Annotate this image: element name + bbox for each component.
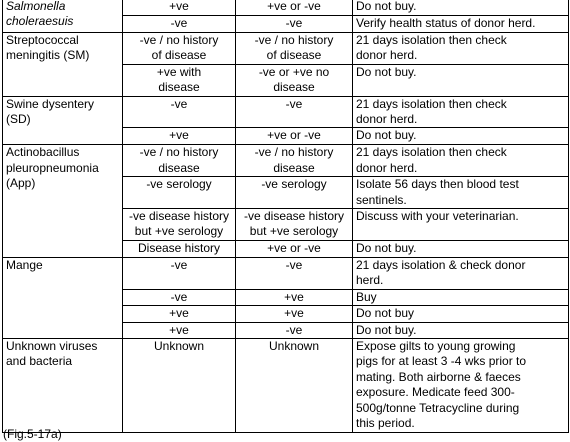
table-cell: +ve or -ve	[236, 240, 353, 257]
action-cell	[353, 257, 569, 289]
cell-line: donor herd.	[356, 112, 418, 127]
cell-line: +ve with	[156, 64, 202, 79]
table-cell: -ve serology	[123, 177, 236, 209]
table-cell: +ve	[236, 289, 353, 305]
cell-line: of disease	[266, 48, 322, 63]
cell-line: herd.	[356, 273, 384, 288]
table-cell: Disease history	[123, 240, 236, 257]
action-cell	[353, 33, 569, 65]
action-cell	[353, 177, 569, 209]
cell-line: Expose gilts to young growing	[356, 338, 516, 353]
cell-line: donor herd.	[356, 48, 418, 63]
table-cell: -ve	[236, 322, 353, 338]
action-cell	[353, 338, 569, 432]
figure-caption: (Fig.5-17a)	[3, 427, 62, 441]
table-cell: -ve	[236, 16, 353, 33]
action-cell: Do not buy.	[353, 322, 569, 338]
table-cell: Unknown	[123, 338, 236, 432]
action-cell	[353, 145, 569, 177]
disease-name-line: Unknown viruses	[6, 338, 98, 353]
disease-cell-salmonella	[3, 0, 123, 33]
cell-line: -ve or +ve no	[258, 64, 330, 79]
cell-line: disease	[158, 80, 200, 95]
table-cell: +ve	[123, 306, 236, 322]
cell-line: but +ve serology	[134, 224, 224, 239]
table-row	[3, 145, 569, 177]
cell-line: mating. Both airborne & faeces	[356, 369, 521, 384]
table-cell	[123, 33, 236, 65]
table-row	[3, 0, 569, 16]
table-cell	[123, 209, 236, 241]
table-cell: +ve	[236, 306, 353, 322]
disease-name-line: choleraesuis	[6, 14, 74, 29]
table-cell	[236, 33, 353, 65]
table-cell: +ve or -ve	[236, 128, 353, 145]
action-cell: Do not buy.	[353, 0, 569, 16]
cell-line: -ve / no history	[139, 145, 219, 160]
cell-line: 21 days isolation & check donor	[356, 257, 526, 272]
table-cell: -ve	[236, 257, 353, 289]
action-cell: Do not buy	[353, 306, 569, 322]
cell-line: 21 days isolation then check	[356, 145, 507, 160]
table-cell: +ve or -ve	[236, 0, 353, 16]
table-cell	[236, 209, 353, 241]
disease-cell-unknown	[3, 338, 123, 432]
table-cell: +ve	[123, 0, 236, 16]
cell-line: sentinels.	[356, 192, 407, 207]
disease-name-line: Salmonella	[6, 0, 66, 13]
table-cell: +ve	[123, 322, 236, 338]
disease-cell-mange: Mange	[3, 257, 123, 338]
disease-name-line: (App)	[6, 176, 36, 191]
disease-name-line: pleuropneumonia	[6, 160, 99, 175]
disease-name-line: meningitis (SM)	[6, 48, 90, 63]
action-cell: Verify health status of donor herd.	[353, 16, 569, 33]
table-cell: -ve	[236, 96, 353, 128]
table-row	[3, 33, 569, 65]
table-cell: -ve	[123, 96, 236, 128]
cell-line: 21 days isolation then check	[356, 96, 507, 111]
disease-cell-app	[3, 145, 123, 257]
disease-cell-sm	[3, 33, 123, 97]
table-cell: Unknown	[236, 338, 353, 432]
disease-name-line: Actinobacillus	[6, 145, 80, 160]
table-cell: -ve	[123, 257, 236, 289]
table-cell	[236, 64, 353, 96]
cell-line: 500g/tonne Tetracycline during	[356, 400, 520, 415]
disease-name-line: Streptococcal	[6, 33, 79, 47]
table-cell	[123, 64, 236, 96]
disease-cell-sd	[3, 96, 123, 145]
table-row	[3, 96, 569, 128]
cell-line: disease	[273, 160, 315, 175]
cell-line: 21 days isolation then check	[356, 33, 507, 47]
cell-line: -ve disease history	[128, 209, 230, 224]
disease-name-line: (SD)	[6, 112, 31, 127]
disease-name-line: Swine dysentery	[6, 96, 95, 111]
table-cell: +ve	[123, 128, 236, 145]
action-cell: Discuss with your veterinarian.	[353, 209, 569, 241]
cell-line: pigs for at least 3 -4 wks prior to	[356, 354, 527, 369]
disease-name-line: and bacteria	[6, 354, 73, 369]
cell-line: but +ve serology	[249, 224, 339, 239]
table-cell	[123, 145, 236, 177]
disease-purchase-table	[2, 0, 569, 433]
cell-line: -ve / no history	[139, 33, 219, 47]
table-row	[3, 257, 569, 289]
cell-line: -ve / no history	[254, 33, 334, 47]
cell-line: exposure. Medicate feed 300-	[356, 385, 515, 400]
action-cell	[353, 96, 569, 128]
cell-line: this period.	[356, 415, 415, 430]
action-cell: Do not buy.	[353, 64, 569, 96]
cell-line: of disease	[151, 48, 207, 63]
action-cell: Buy	[353, 289, 569, 305]
cell-line: disease	[158, 160, 200, 175]
table-cell: -ve	[123, 289, 236, 305]
cell-line: -ve / no history	[254, 145, 334, 160]
cell-line: disease	[273, 80, 315, 95]
cell-line: donor herd.	[356, 160, 418, 175]
table-cell: -ve	[123, 16, 236, 33]
table-cell	[236, 145, 353, 177]
table-row	[3, 338, 569, 432]
cell-line: -ve disease history	[243, 209, 345, 224]
action-cell: Do not buy.	[353, 240, 569, 257]
table-cell: -ve serology	[236, 177, 353, 209]
cell-line: Isolate 56 days then blood test	[356, 177, 519, 192]
action-cell: Do not buy.	[353, 128, 569, 145]
